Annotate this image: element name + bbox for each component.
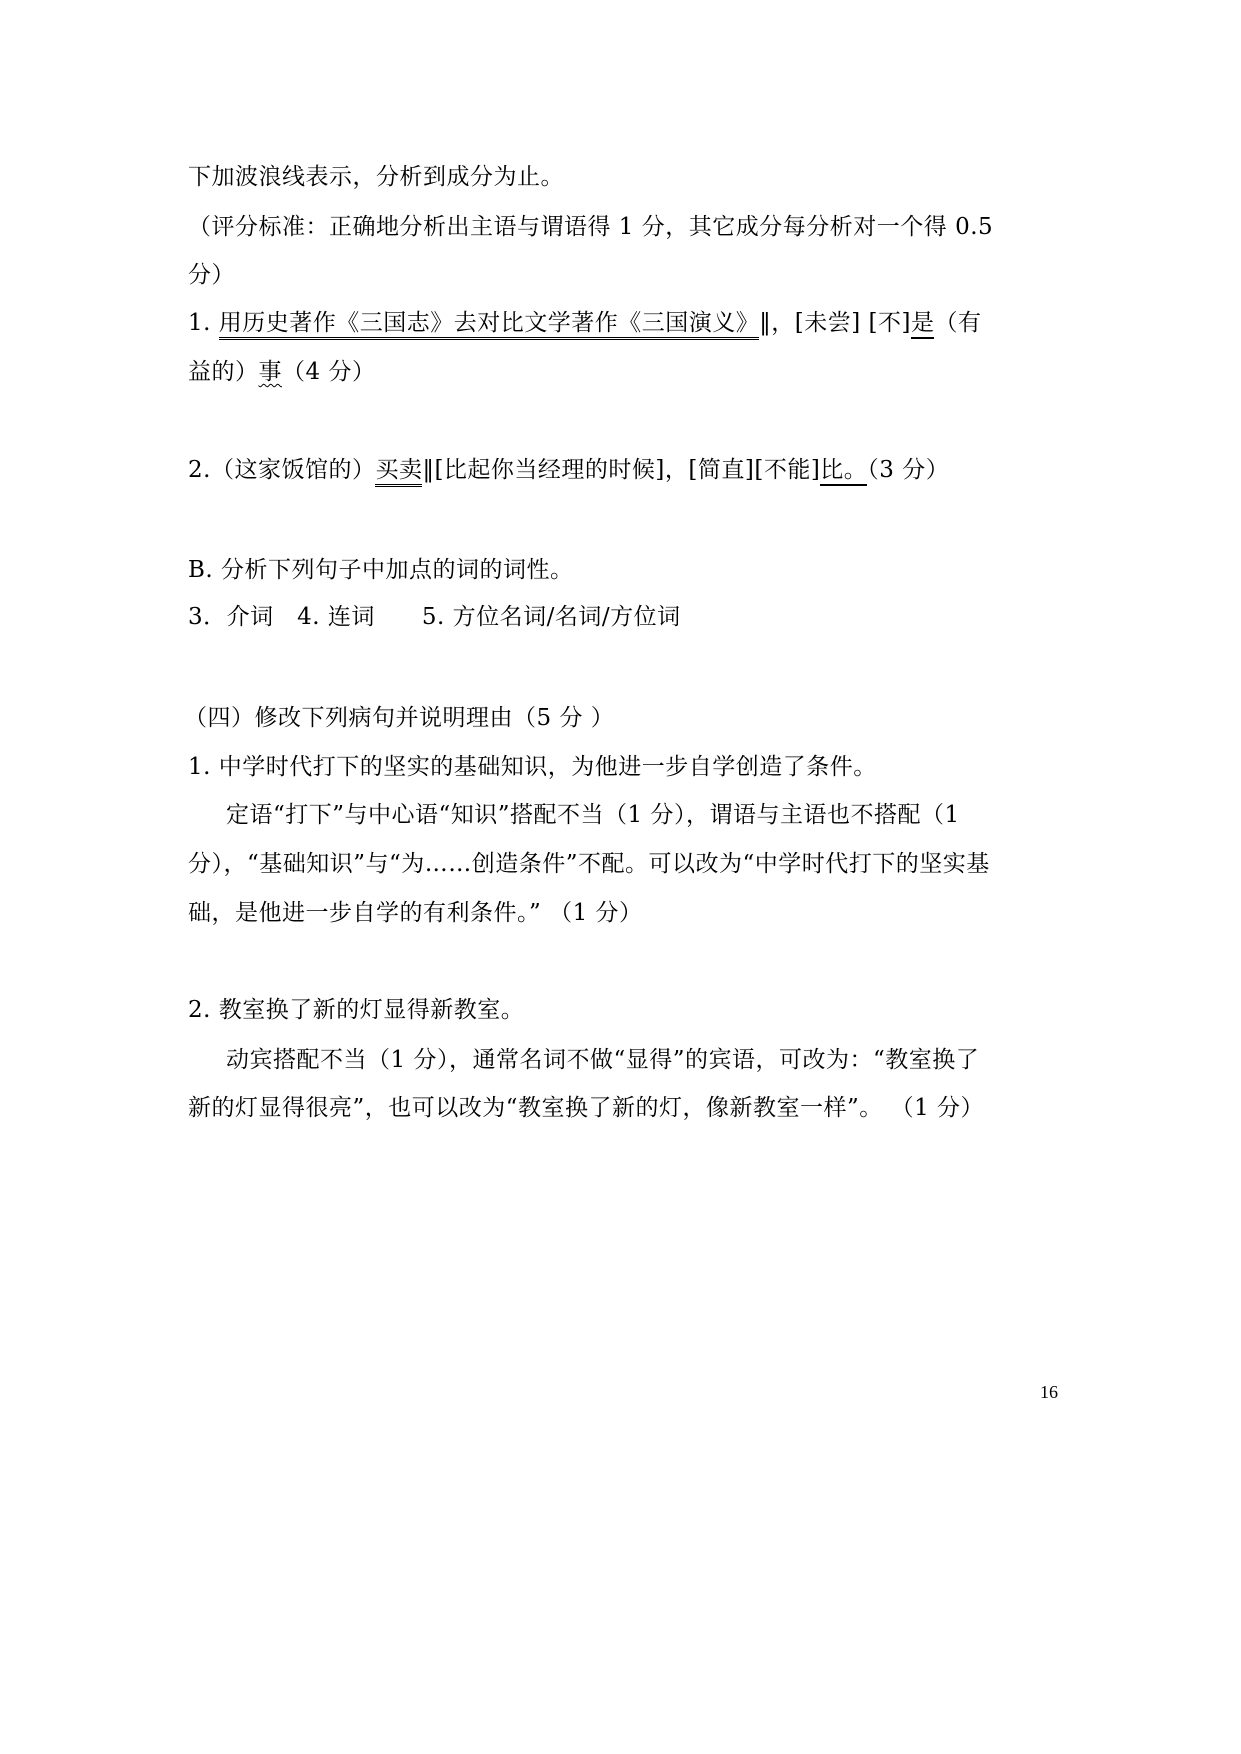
q2-attr: （这家饭馆的）	[210, 457, 376, 483]
s4-item2-explanation-2: 新的灯显得很亮”，也可以改为“教室换了新的灯，像新教室一样”。 （1 分）	[188, 1095, 985, 1121]
section-b-title: B. 分析下列句子中加点的词的词性。	[188, 557, 574, 583]
s4-item2-sentence: 2. 教室换了新的灯显得新教室。	[188, 997, 525, 1023]
q2-separator: ‖	[422, 457, 435, 483]
q1-separator: ‖，	[759, 310, 795, 336]
q1-predicate: 是	[911, 310, 935, 339]
s4-item1-explanation-2: 分），“基础知识”与“为……创造条件”不配。可以改为“中学时代打下的坚实基	[188, 851, 990, 877]
q1-attr-open: （有	[934, 310, 982, 336]
q1-score: （4 分）	[282, 359, 376, 385]
scoring-criteria-line: （评分标准：正确地分析出主语与谓语得 1 分，其它成分每分析对一个得 0.5	[188, 214, 994, 240]
section-b-answers: 3．介词 4. 连词 5. 方位名词/名词/方位词	[188, 604, 681, 630]
q2-score: （3 分）	[867, 457, 950, 483]
q1-adverbials: [未尝] [不]	[794, 310, 911, 336]
section-4-title: （四）修改下列病句并说明理由（5 分 ）	[184, 705, 615, 731]
q2-subject: 买卖	[375, 457, 422, 487]
q2-line	[188, 455, 949, 485]
s4-item1-sentence: 1. 中学时代打下的坚实的基础知识，为他进一步自学创造了条件。	[188, 754, 877, 780]
q2-number: 2.	[188, 457, 211, 483]
s4-item1-explanation-1: 定语“打下”与中心语“知识”搭配不当（1 分），谓语与主语也不搭配（1	[226, 802, 960, 828]
q1-subject: 用历史著作《三国志》去对比文学著作《三国演义》	[219, 310, 760, 340]
s4-item1-explanation-3: 础，是他进一步自学的有利条件。” （1 分）	[188, 900, 643, 926]
q1-line	[188, 308, 981, 338]
page-number: 16	[1040, 1382, 1058, 1402]
q1-attr-cont: 益的）	[188, 359, 259, 385]
scoring-criteria-cont: 分）	[188, 262, 235, 288]
q2-adverbials: [比起你当经理的时候]，[简直][不能]	[434, 457, 821, 483]
q1-number: 1.	[188, 310, 219, 336]
intro-line: 下加波浪线表示，分析到成分为止。	[188, 164, 564, 190]
q2-predicate: 比。	[820, 457, 867, 486]
q1-object: 事	[258, 359, 282, 385]
q1-line-cont	[188, 357, 375, 387]
s4-item2-explanation-1: 动宾搭配不当（1 分），通常名词不做“显得”的宾语，可改为：“教室换了	[226, 1047, 980, 1073]
